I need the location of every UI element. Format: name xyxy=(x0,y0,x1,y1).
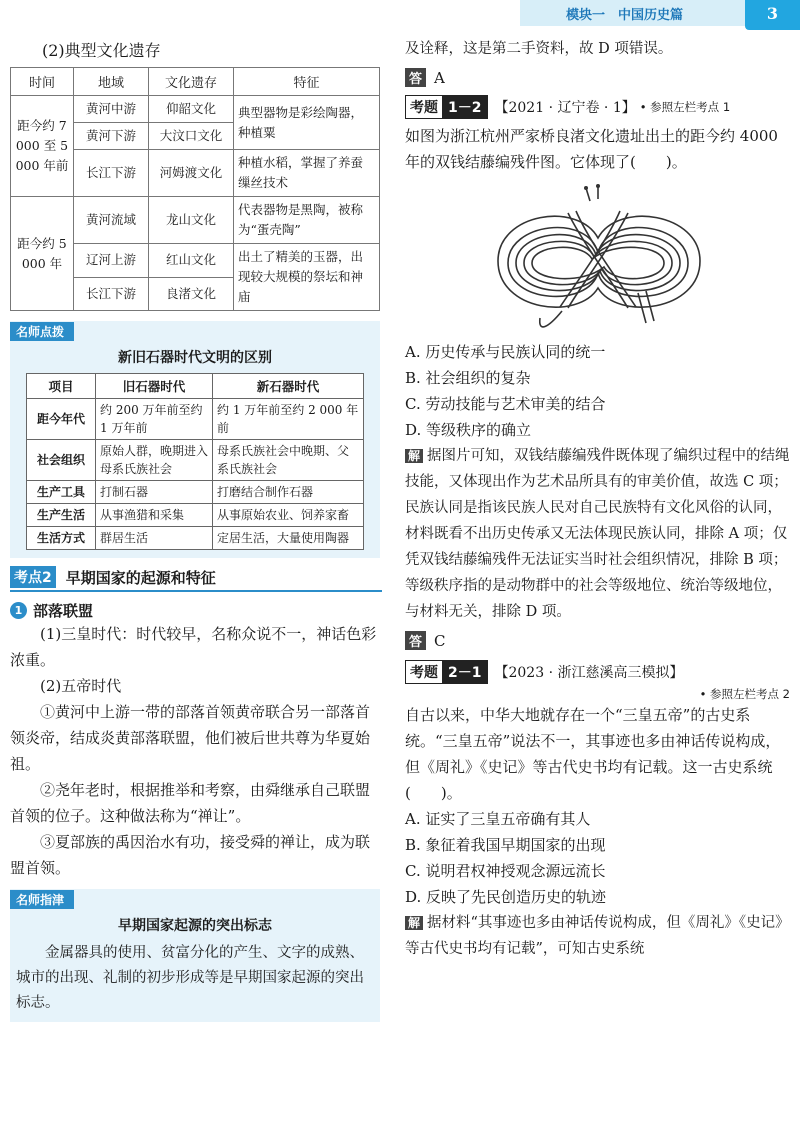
table-header: 地域 xyxy=(74,68,149,96)
left-column xyxy=(10,38,382,1022)
question-number: 1－2 xyxy=(442,96,487,118)
table-cell-region: 黄河中游 xyxy=(74,96,149,123)
row-label: 生活方式 xyxy=(27,527,96,550)
option-d: D. 反映了先民创造历史的轨迹 xyxy=(405,888,607,906)
option-a: A. 历史传承与民族认同的统一 xyxy=(405,343,606,361)
table-cell-culture: 大汶口文化 xyxy=(149,123,234,150)
cell-new: 从事原始农业、饲养家畜 xyxy=(213,504,364,527)
row-label: 生产工具 xyxy=(27,481,96,504)
explanation xyxy=(405,443,790,625)
cell-old: 打制石器 xyxy=(96,481,213,504)
page-number: 3 xyxy=(745,0,800,30)
guide-text: 金属器具的使用、贫富分化的产生、文字的成熟、城市的出现、礼制的初步形成等是早期国家起源的突出标志。 xyxy=(16,945,364,1011)
table-cell-culture: 龙山文化 xyxy=(149,197,234,244)
table-cell-feature: 出土了精美的玉器，出现较大规模的祭坛和神庙 xyxy=(234,244,380,311)
cell-old: 群居生活 xyxy=(96,527,213,550)
answer-value: A xyxy=(434,68,445,87)
tip-tag: 名师点拨 xyxy=(10,322,74,341)
table-cell-period: 距今约 5 000 年 xyxy=(11,197,74,311)
question-ref: • 参照左栏考点 1 xyxy=(639,100,731,114)
cell-new: 定居生活，大量使用陶器 xyxy=(213,527,364,550)
question-label: 考题 xyxy=(406,96,442,118)
option-b: B. 象征着我国早期国家的出现 xyxy=(405,836,606,854)
section-title: 早期国家的起源和特征 xyxy=(65,568,216,587)
continued-text: 及诠释，这是第二手资料，故 D 项错误。 xyxy=(405,41,673,57)
option-b: B. 社会组织的复杂 xyxy=(405,369,531,387)
explain-tag: 解 xyxy=(405,449,423,463)
table-cell-culture: 河姆渡文化 xyxy=(149,150,234,197)
row-label: 生产生活 xyxy=(27,504,96,527)
table-header: 特征 xyxy=(234,68,380,96)
question-label: 考题 xyxy=(406,661,442,683)
answer-tag: 答 xyxy=(405,631,426,650)
header-title: 模块一 中国历史篇 xyxy=(566,8,684,23)
cell-old: 约 200 万年前至约 1 万年前 xyxy=(96,399,213,440)
option-d: D. 等级秩序的确立 xyxy=(405,421,532,439)
table-cell-feature: 典型器物是彩绘陶器，种植粟 xyxy=(234,96,380,150)
question-source: 【2021 · 辽宁卷 · 1】 xyxy=(494,100,636,116)
question-stem: 如图为浙江杭州严家桥良渚文化遗址出土的距今约 4000 年的双钱结藤编残件图。它体现了( )。 xyxy=(405,127,778,171)
question-badge xyxy=(405,660,488,684)
cell-old: 原始人群，晚期进入母系氏族社会 xyxy=(96,440,213,481)
table-cell-feature: 种植水稻，掌握了养蚕缫丝技术 xyxy=(234,150,380,197)
stone-age-table xyxy=(26,373,364,550)
explanation xyxy=(405,910,790,962)
option-c: C. 劳动技能与艺术审美的结合 xyxy=(405,395,606,413)
paragraph: ②尧年老时，根据推举和考察，由舜继承自己联盟首领的位子。这种做法称为“禅让”。 xyxy=(10,781,371,825)
paragraph: ①黄河中上游一带的部落首领黄帝联合另一部落首领炎帝，结成炎黄部落联盟，他们被后世共尊为华夏始祖。 xyxy=(10,703,371,773)
answer-tag: 答 xyxy=(405,68,426,87)
section-heading xyxy=(10,566,382,592)
question-header xyxy=(405,660,790,684)
question-number: 2－1 xyxy=(442,661,487,683)
subsection-heading: (2)典型文化遗存 xyxy=(42,41,161,60)
table-header: 新石器时代 xyxy=(213,374,364,399)
guide-tag: 名师指津 xyxy=(10,890,74,909)
question-source: 【2023 · 浙江慈溪高三模拟】 xyxy=(494,665,684,681)
cell-old: 从事渔猎和采集 xyxy=(96,504,213,527)
table-row xyxy=(27,481,364,504)
knot-figure xyxy=(468,183,728,333)
table-header: 项目 xyxy=(27,374,96,399)
table-cell-culture: 红山文化 xyxy=(149,244,234,278)
table-row xyxy=(27,504,364,527)
table-header: 时间 xyxy=(11,68,74,96)
subheading-title: 部落联盟 xyxy=(33,602,94,620)
table-row xyxy=(27,440,364,481)
table-cell-feature: 代表器物是黑陶，被称为“蛋壳陶” xyxy=(234,197,380,244)
section-badge: 考点2 xyxy=(10,566,56,588)
cell-new: 约 1 万年前至约 2 000 年前 xyxy=(213,399,364,440)
culture-table xyxy=(10,67,380,311)
question-ref: • 参照左栏考点 2 xyxy=(699,687,790,701)
paragraph: ③夏部族的禹因治水有功，接受舜的禅让，成为联盟首领。 xyxy=(10,833,371,877)
tip-box xyxy=(10,321,380,558)
table-header: 旧石器时代 xyxy=(96,374,213,399)
table-cell-region: 长江下游 xyxy=(74,150,149,197)
option-a: A. 证实了三皇五帝确有其人 xyxy=(405,810,591,828)
number-circle: 1 xyxy=(10,602,27,619)
table-cell-region: 黄河下游 xyxy=(74,123,149,150)
page-header xyxy=(0,0,800,26)
guide-title: 早期国家起源的突出标志 xyxy=(118,918,272,934)
table-header: 文化遗存 xyxy=(149,68,234,96)
table-cell-region: 黄河流域 xyxy=(74,197,149,244)
guide-box xyxy=(10,889,380,1022)
question-header xyxy=(405,95,790,119)
subheading xyxy=(10,600,382,621)
question-stem: 自古以来，中华大地就存在一个“三皇五帝”的古史系统。“三皇五帝”说法不一，其事迹也多由神话传说构成，但《周礼》《史记》等古代史书均有记载。这一古史系统( )。 xyxy=(405,706,781,802)
answer-value: C xyxy=(434,631,446,650)
table-cell-period: 距今约 7 000 至 5 000 年前 xyxy=(11,96,74,197)
table-cell-region: 辽河上游 xyxy=(74,244,149,278)
table-row xyxy=(27,399,364,440)
answer-line xyxy=(405,68,790,87)
cell-new: 母系氏族社会中晚期、父系氏族社会 xyxy=(213,440,364,481)
question-badge xyxy=(405,95,488,119)
answer-line xyxy=(405,631,790,650)
cell-new: 打磨结合制作石器 xyxy=(213,481,364,504)
paragraph: (1)三皇时代：时代较早，名称众说不一，神话色彩浓重。 xyxy=(10,625,377,669)
table-cell-culture: 良渚文化 xyxy=(149,277,234,311)
explanation-text: 据图片可知，双钱结藤编残件既体现了编织过程中的结绳技能，又体现出作为艺术品所具有的审美价值，故选 C 项；民族认同是指该民族人民对自己民族特有文化风俗的认同，材料既看不出历史传承又无法体现民族认同，排除 A 项；仅凭双钱结藤编残件无法证实当时社会组织情况，排除 B 项；等级秩序指的是动物群中的社会等级地位、统治等级地位，与材料无关，排除 D 项。 xyxy=(405,448,790,620)
tip-title: 新旧石器时代文明的区别 xyxy=(118,350,272,366)
explain-tag: 解 xyxy=(405,916,423,930)
row-label: 社会组织 xyxy=(27,440,96,481)
right-column xyxy=(405,38,790,962)
paragraph: (2)五帝时代 xyxy=(40,677,122,695)
table-cell-region: 长江下游 xyxy=(74,277,149,311)
table-row xyxy=(27,527,364,550)
explanation-text: 据材料“其事迹也多由神话传说构成，但《周礼》《史记》等古代史书均有记载”，可知古史系统 xyxy=(405,915,790,957)
option-c: C. 说明君权神授观念源远流长 xyxy=(405,862,606,880)
table-cell-culture: 仰韶文化 xyxy=(149,96,234,123)
row-label: 距今年代 xyxy=(27,399,96,440)
